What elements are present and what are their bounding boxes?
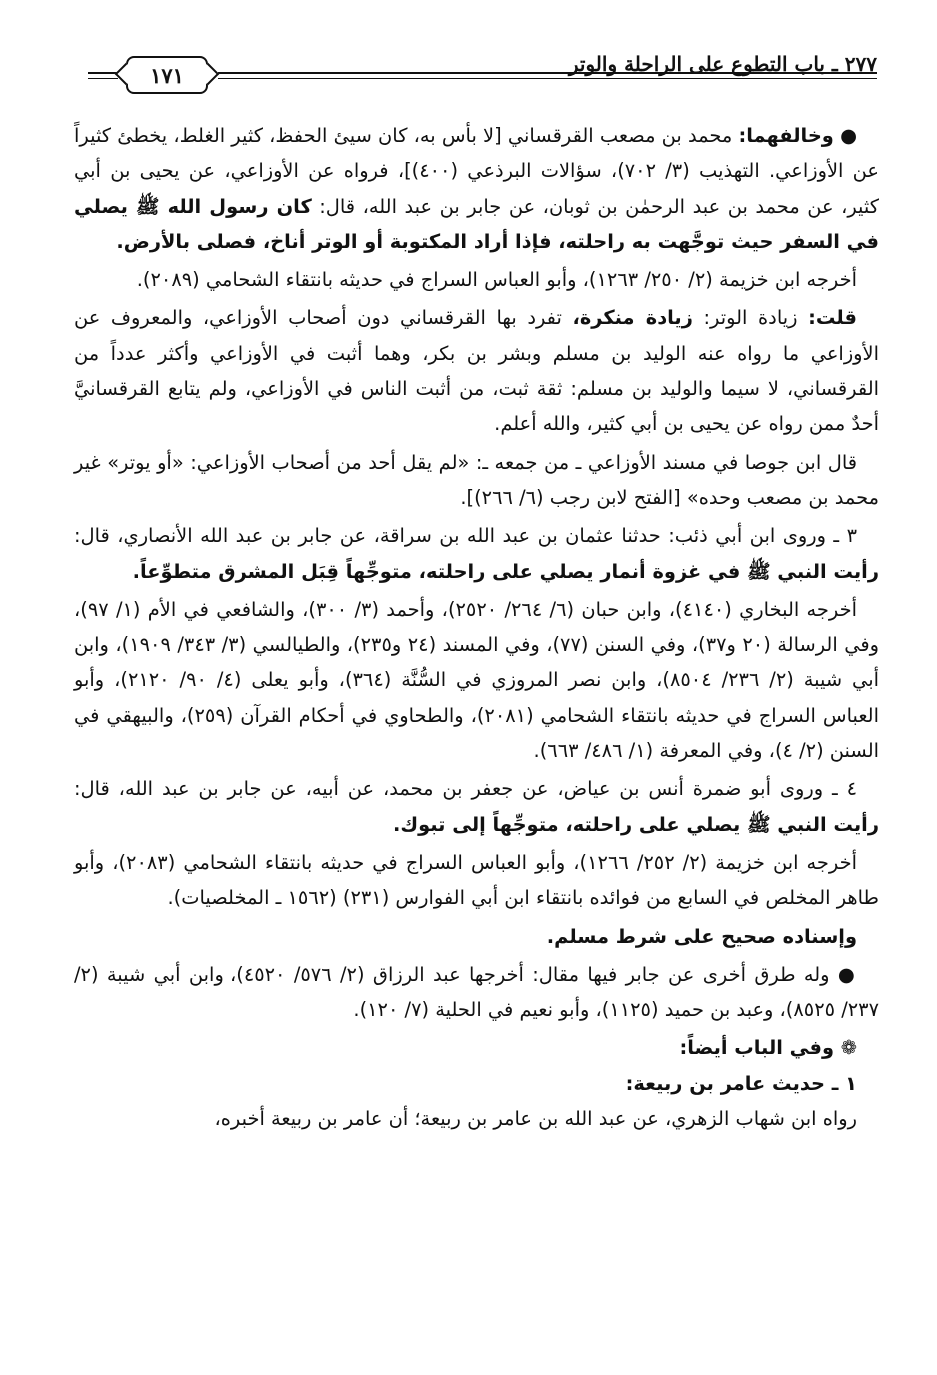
emphasis: زيادة منكرة، bbox=[572, 306, 693, 330]
paragraph-6: أخرجه البخاري (٤١٤٠)، وابن حبان (٦/ ٢٦٤/ ٢٥٢٠)، وأحمد (٣/ ٣٠٠)، والشافعي في الأم (١/ ٩٧)، وفي الرسالة (٢٠ و٣٧)، وفي السنن (٧٧)، وفي المسند (٢٤ و٢٣٥)، والطيالسي (٣/ ٣٤٣/ ١٩٠٩)، وابن أبي شيبة (٢/ ٢٣٦/ ٨٥٠٤)، وابن نصر المروزي في السُّنَّة (٣٦٤)، وأبو يعلى (٤/ ٩٠/ ٢١٢٠)، وأبو العباس السراج في حديثه بانتقاء الشحامي (٢٠٨١)، والطحاوي في أحكام القرآن (٢٥٩)، والبيهقي في السنن (٢/ ٤)، وفي المعرفة (١/ ٤٨٦/ ٦٦٣). bbox=[74, 597, 879, 763]
hadith-quote: كان رسول الله ﷺ يصلي في السفر حيث توجَّهت به راحلته، فإذا أراد المكتوبة أو الوتر أناخ، فصلى بالأرض. bbox=[74, 194, 879, 253]
paragraph-9: وإسناده صحيح على شرط مسلم. bbox=[546, 924, 857, 948]
running-title: ٢٧٧ ـ باب التطوع على الراحلة والوتر bbox=[568, 52, 877, 76]
paragraph-5 bbox=[74, 518, 879, 589]
page-number-badge bbox=[126, 56, 208, 94]
bullet-icon: ● bbox=[837, 962, 858, 986]
paragraph-11: رواه ابن شهاب الزهري، عن عبد الله بن عامر بن ربيعة؛ أن عامر بن ربيعة أخبره، bbox=[214, 1107, 857, 1131]
paragraph-4: قال ابن جوصا في مسند الأوزاعي ـ من جمعه ـ: «لم يقل أحد من أصحاب الأوزاعي: «أو يوتر» غير محمد بن مصعب وحده» [الفتح لابن رجب (٦/ ٢٦٦)]. bbox=[74, 450, 879, 509]
paragraph-3 bbox=[74, 300, 879, 441]
hadith-quote: رأيت النبي ﷺ يصلي على راحلته، متوجِّهاً إلى تبوك. bbox=[392, 812, 879, 836]
main-text bbox=[74, 118, 879, 1139]
paragraph-text: ٣ ـ وروى ابن أبي ذئب: حدثنا عثمان بن عبد الله بن سراقة، عن جابر بن عبد الله الأنصاري، قال: bbox=[74, 524, 857, 548]
paragraph-text: محمد بن مصعب القرقساني [لا بأس به، كان سيئ الحفظ، كثير الغلط، يخطئ كثيراً عن الأوزاعي. التهذيب (٣/ ٧٠٢)، سؤالات البرذعي (٤٠٠)]، فرواه عن الأوزاعي، عن يحيى بن أبي كثير، عن محمد بن عبد الرحمٰن بن ثوبان، عن جابر بن عبد الله، قال: bbox=[74, 124, 879, 218]
paragraph-1 bbox=[74, 118, 879, 259]
hadith-quote: رأيت النبي ﷺ في غزوة أنمار يصلي على راحلته، متوجِّهاً قِبَل المشرق متطوِّعاً. bbox=[132, 559, 879, 583]
paragraph-2: أخرجه ابن خزيمة (٢/ ٢٥٠/ ١٢٦٣)، وأبو العباس السراج في حديثه بانتقاء الشحامي (٢٠٨٩). bbox=[136, 268, 857, 292]
paragraph-lead: قلت: bbox=[808, 306, 857, 330]
paragraph-10 bbox=[74, 957, 879, 1028]
paragraph-lead: وخالفهما: bbox=[738, 124, 834, 147]
paragraph-text: ٤ ـ وروى أبو ضمرة أنس بن عياض، عن جعفر بن محمد، عن أبيه، عن جابر بن عبد الله، قال: bbox=[74, 777, 857, 801]
paragraph-text: تفرد بها القرقساني دون أصحاب الأوزاعي، والمعروف عن الأوزاعي ما رواه عنه الوليد بن مسلم وبشر بن بكر، وهما أثبت في الأوزاعي وأكثر عدداً من القرقساني، لا سيما والوليد بن مسلم: ثقة ثبت، من أثبت الناس في الأوزاعي، ولم يتابع القرقسانيَّ أحدٌ ممن رواه عن يحيى بن أبي كثير، والله أعلم. bbox=[74, 306, 879, 436]
page-header bbox=[88, 44, 877, 114]
paragraph-8: أخرجه ابن خزيمة (٢/ ٢٥٢/ ١٢٦٦)، وأبو العباس السراج في حديثه بانتقاء الشحامي (٢٠٨٣)، وأبو طاهر المخلص في السابع من فوائده بانتقاء ابن أبي الفوارس (٢٣١) (١٥٦٢ ـ المخلصيات). bbox=[74, 850, 879, 910]
paragraph-text: زيادة الوتر: bbox=[692, 306, 809, 330]
bullet-icon: ● bbox=[840, 124, 858, 147]
section-heading: ❁ وفي الباب أيضاً: bbox=[679, 1036, 857, 1060]
page-number: ١٧١ bbox=[150, 62, 184, 88]
paragraph-7 bbox=[74, 771, 879, 842]
subsection-heading: ١ ـ حديث عامر بن ربيعة: bbox=[625, 1071, 857, 1095]
paragraph-text: وله طرق أخرى عن جابر فيها مقال: أخرجها عبد الرزاق (٢/ ٥٧٦/ ٤٥٢٠)، وابن أبي شيبة (٢/ ٢٣٧/ ٨٥٢٥)، وعبد بن حميد (١١٢٥)، وأبو نعيم في الحلية (٧/ ١٢٠). bbox=[74, 962, 879, 1022]
